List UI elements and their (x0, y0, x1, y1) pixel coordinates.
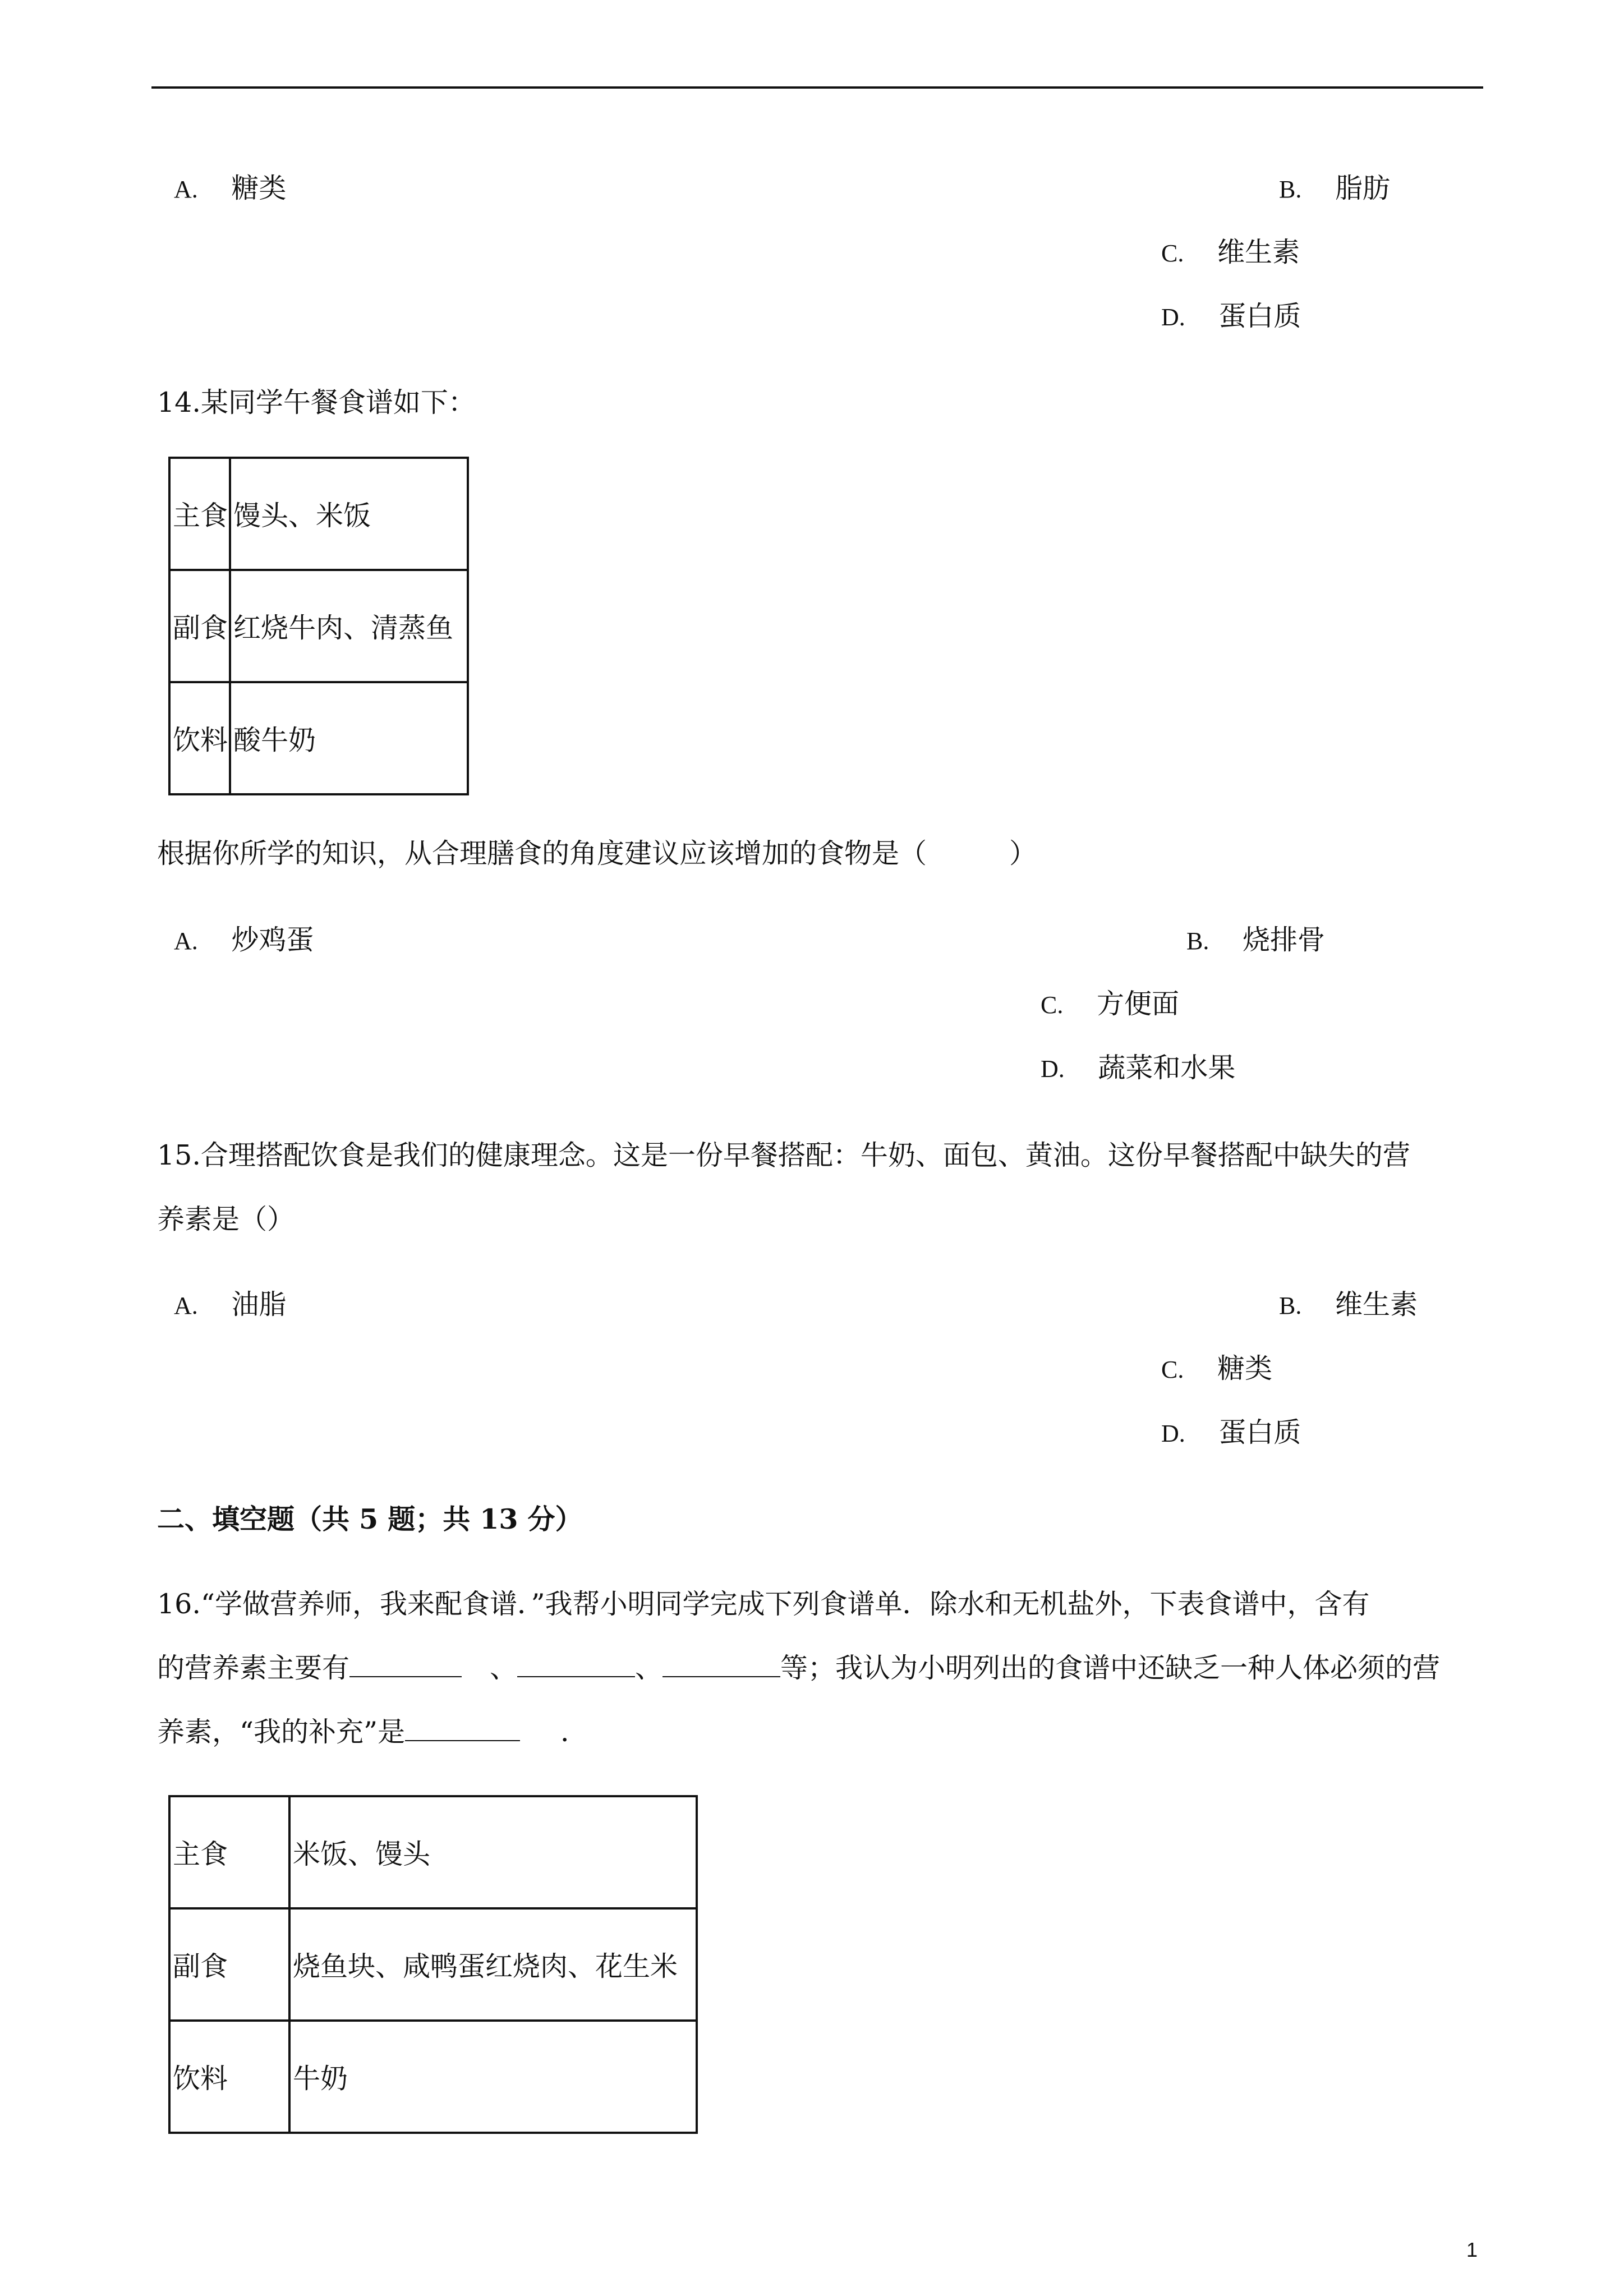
table-cell-label: 饮料 (169, 2021, 289, 2133)
q14-option-a[interactable]: A. 炒鸡蛋 (174, 924, 314, 956)
table-cell-value: 红烧牛肉、清蒸鱼 (230, 570, 468, 682)
table-cell-label: 主食 (169, 1796, 289, 1908)
table-cell-value: 米饭、馒头 (289, 1796, 697, 1908)
header-rule (151, 86, 1483, 89)
q13-option-a[interactable]: A. 糖类 (174, 172, 287, 204)
q14-option-b[interactable]: B. 烧排骨 (1186, 924, 1325, 956)
q15-option-c[interactable]: C. 糖类 (1161, 1352, 1272, 1384)
table-cell-label: 副食 (169, 570, 230, 682)
q16-line1: 16.“学做营养师，我来配食谱．”我帮小明同学完成下列食谱单．除水和无机盐外，下表食谱中，含有 (157, 1588, 1370, 1620)
q15-option-b[interactable]: B. 维生素 (1279, 1289, 1418, 1320)
table-cell-value: 酸牛奶 (230, 682, 468, 794)
table-row (169, 1908, 697, 2021)
answer-blank-2[interactable] (517, 1651, 635, 1677)
q15-stem-line2: 养素是（） (157, 1203, 295, 1235)
q16-line2: 的营养素主要有 、 、 等；我认为小明列出的食谱中还缺乏一种人体必须的营 (157, 1652, 1441, 1684)
table-cell-label: 饮料 (169, 682, 230, 794)
table-cell-label: 副食 (169, 1908, 289, 2021)
table-cell-value: 烧鱼块、咸鸭蛋红烧肉、花生米 (289, 1908, 697, 2021)
answer-blank-3[interactable] (663, 1651, 780, 1677)
q14-menu-table (168, 457, 469, 795)
q15-stem-line1: 15.合理搭配饮食是我们的健康理念。这是一份早餐搭配：牛奶、面包、黄油。这份早餐搭配中缺失的营 (157, 1139, 1410, 1171)
q14-option-c[interactable]: C. 方便面 (1041, 988, 1179, 1020)
section-heading: 二、填空题（共 5 题；共 13 分） (157, 1503, 583, 1535)
q14-option-d[interactable]: D. 蔬菜和水果 (1041, 1052, 1236, 1084)
table-row (169, 458, 468, 570)
table-cell-value: 牛奶 (289, 2021, 697, 2133)
page-number: 1 (1466, 2238, 1478, 2261)
answer-blank-4[interactable] (405, 1715, 520, 1741)
table-cell-label: 主食 (169, 458, 230, 570)
table-row (169, 682, 468, 794)
table-cell-value: 馒头、米饭 (230, 458, 468, 570)
q13-option-b[interactable]: B. 脂肪 (1279, 172, 1390, 204)
q14-question: 根据你所学的知识，从合理膳食的角度建议应该增加的食物是（ ） (157, 838, 1037, 869)
q16-line3: 养素，“我的补充”是 ． (157, 1716, 588, 1748)
q16-menu-table (168, 1795, 698, 2134)
q13-option-d[interactable]: D. 蛋白质 (1161, 300, 1301, 332)
q13-option-c[interactable]: C. 维生素 (1161, 236, 1300, 268)
table-row (169, 2021, 697, 2133)
q15-option-d[interactable]: D. 蛋白质 (1161, 1416, 1301, 1448)
q15-option-a[interactable]: A. 油脂 (174, 1289, 287, 1320)
table-row (169, 570, 468, 682)
q14-stem: 14.某同学午餐食谱如下： (157, 386, 476, 418)
answer-blank-1[interactable] (349, 1651, 462, 1677)
table-row (169, 1796, 697, 1908)
